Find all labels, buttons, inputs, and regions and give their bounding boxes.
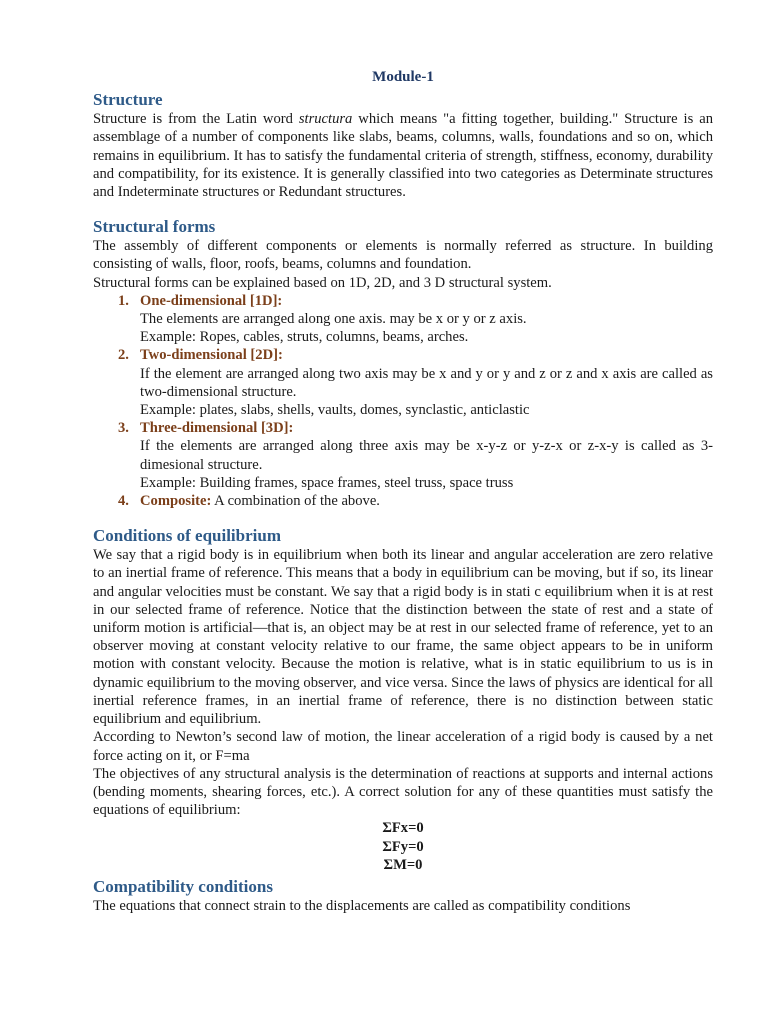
list-term: Two-dimensional [2D]: <box>140 347 283 364</box>
list-number: 3. <box>118 420 129 437</box>
structure-intro-start: Structure is from the Latin word <box>93 111 299 128</box>
list-line: Example: plates, slabs, shells, vaults, domes, synclastic, anticlastic <box>140 402 530 419</box>
equilibrium-paragraph-2: According to Newton’s second law of motion, the linear acceleration of a rigid body is caused by a net force acting on it, or F=ma <box>93 729 713 764</box>
module-title: Module-1 <box>372 69 434 85</box>
list-line: The elements are arranged along one axis. may be x or y or z axis. <box>140 311 527 328</box>
list-term: Three-dimensional [3D]: <box>140 420 294 437</box>
structure-intro-end: which means "a fitting together, building." Structure is an assemblage of a number of components like slabs, beams, columns, walls, foundations and so on, which remains in equilibrium. It has to satisfy the fundamental criteria of strength, stiffness, economy, durability and compatibility, for its existence. It is generally classified into two categories as Determinate structures and Indeterminate structures or Redundant structures. <box>93 111 713 201</box>
structure-heading: Structure <box>93 90 163 110</box>
list-item <box>118 292 713 347</box>
list-inline-text: A combination of the above. <box>211 493 380 510</box>
list-number: 2. <box>118 347 129 364</box>
list-term: Composite: <box>140 493 212 510</box>
list-line: If the elements are arranged along three axis may be x-y-z or y-z-x or z-x-y is called as 3-dimesional structure. <box>140 438 713 473</box>
equilibrium-paragraph-3: The objectives of any structural analysis is the determination of reactions at supports and internal actions (bending moments, shearing forces, etc.). A correct solution for any of these quantities must satisfy the equations of equilibrium: <box>93 765 713 819</box>
list-item <box>118 492 713 510</box>
compatibility-heading: Compatibility conditions <box>93 876 273 896</box>
structure-paragraph <box>93 110 713 201</box>
equilibrium-heading: Conditions of equilibrium <box>93 526 281 546</box>
equation-sum-fy: ΣFy=0 <box>382 838 424 855</box>
list-line: Example: Building frames, space frames, steel truss, space truss <box>140 474 514 491</box>
list-number: 1. <box>118 292 129 309</box>
equilibrium-paragraph-1: We say that a rigid body is in equilibrium when both its linear and angular acceleration are zero relative to an inertial frame of reference. This means that a body in equilibrium can be moving, but if so, its linear and angular velocities must be constant. We say that a rigid body is in stati c equilibrium when it is at rest in our selected frame of reference. Notice that the distinction between the state of rest and a state of uniform motion is artificial—that is, an object may be at rest in our selected frame of reference, yet to an observer moving at constant velocity relative to our frame, the same object appears to be in uniform motion with constant velocity. Because the motion is relative, what is in static equilibrium to us is in dynamic equilibrium to the moving observer, and vice versa. Since the laws of physics are identical for all inertial reference frames, in an inertial frame of reference, there is no distinction between static equilibrium and equilibrium. <box>93 547 713 728</box>
compatibility-paragraph: The equations that connect strain to the displacements are called as compatibility conditions <box>93 897 631 914</box>
latin-word: structura <box>298 111 353 128</box>
structural-forms-paragraph-2: Structural forms can be explained based on 1D, 2D, and 3 D structural system. <box>93 274 552 291</box>
list-line: If the element are arranged along two axis may be x and y or y and z or z and x axis are called as two-dimensional structure. <box>140 365 713 400</box>
list-line: Example: Ropes, cables, struts, columns, beams, arches. <box>140 329 469 346</box>
structural-forms-list <box>93 292 713 510</box>
list-item <box>118 346 713 419</box>
structural-forms-paragraph-1: The assembly of different components or elements is normally referred as structure. In building consisting of walls, floor, roofs, beams, columns and foundation. <box>93 238 713 273</box>
list-term: One-dimensional [1D]: <box>140 292 283 309</box>
list-number: 4. <box>118 493 129 510</box>
equation-sum-fx: ΣFx=0 <box>382 820 424 837</box>
structural-forms-heading: Structural forms <box>93 217 216 237</box>
list-item <box>118 419 713 492</box>
document-page <box>93 68 713 915</box>
equation-sum-m: ΣM=0 <box>383 856 423 873</box>
